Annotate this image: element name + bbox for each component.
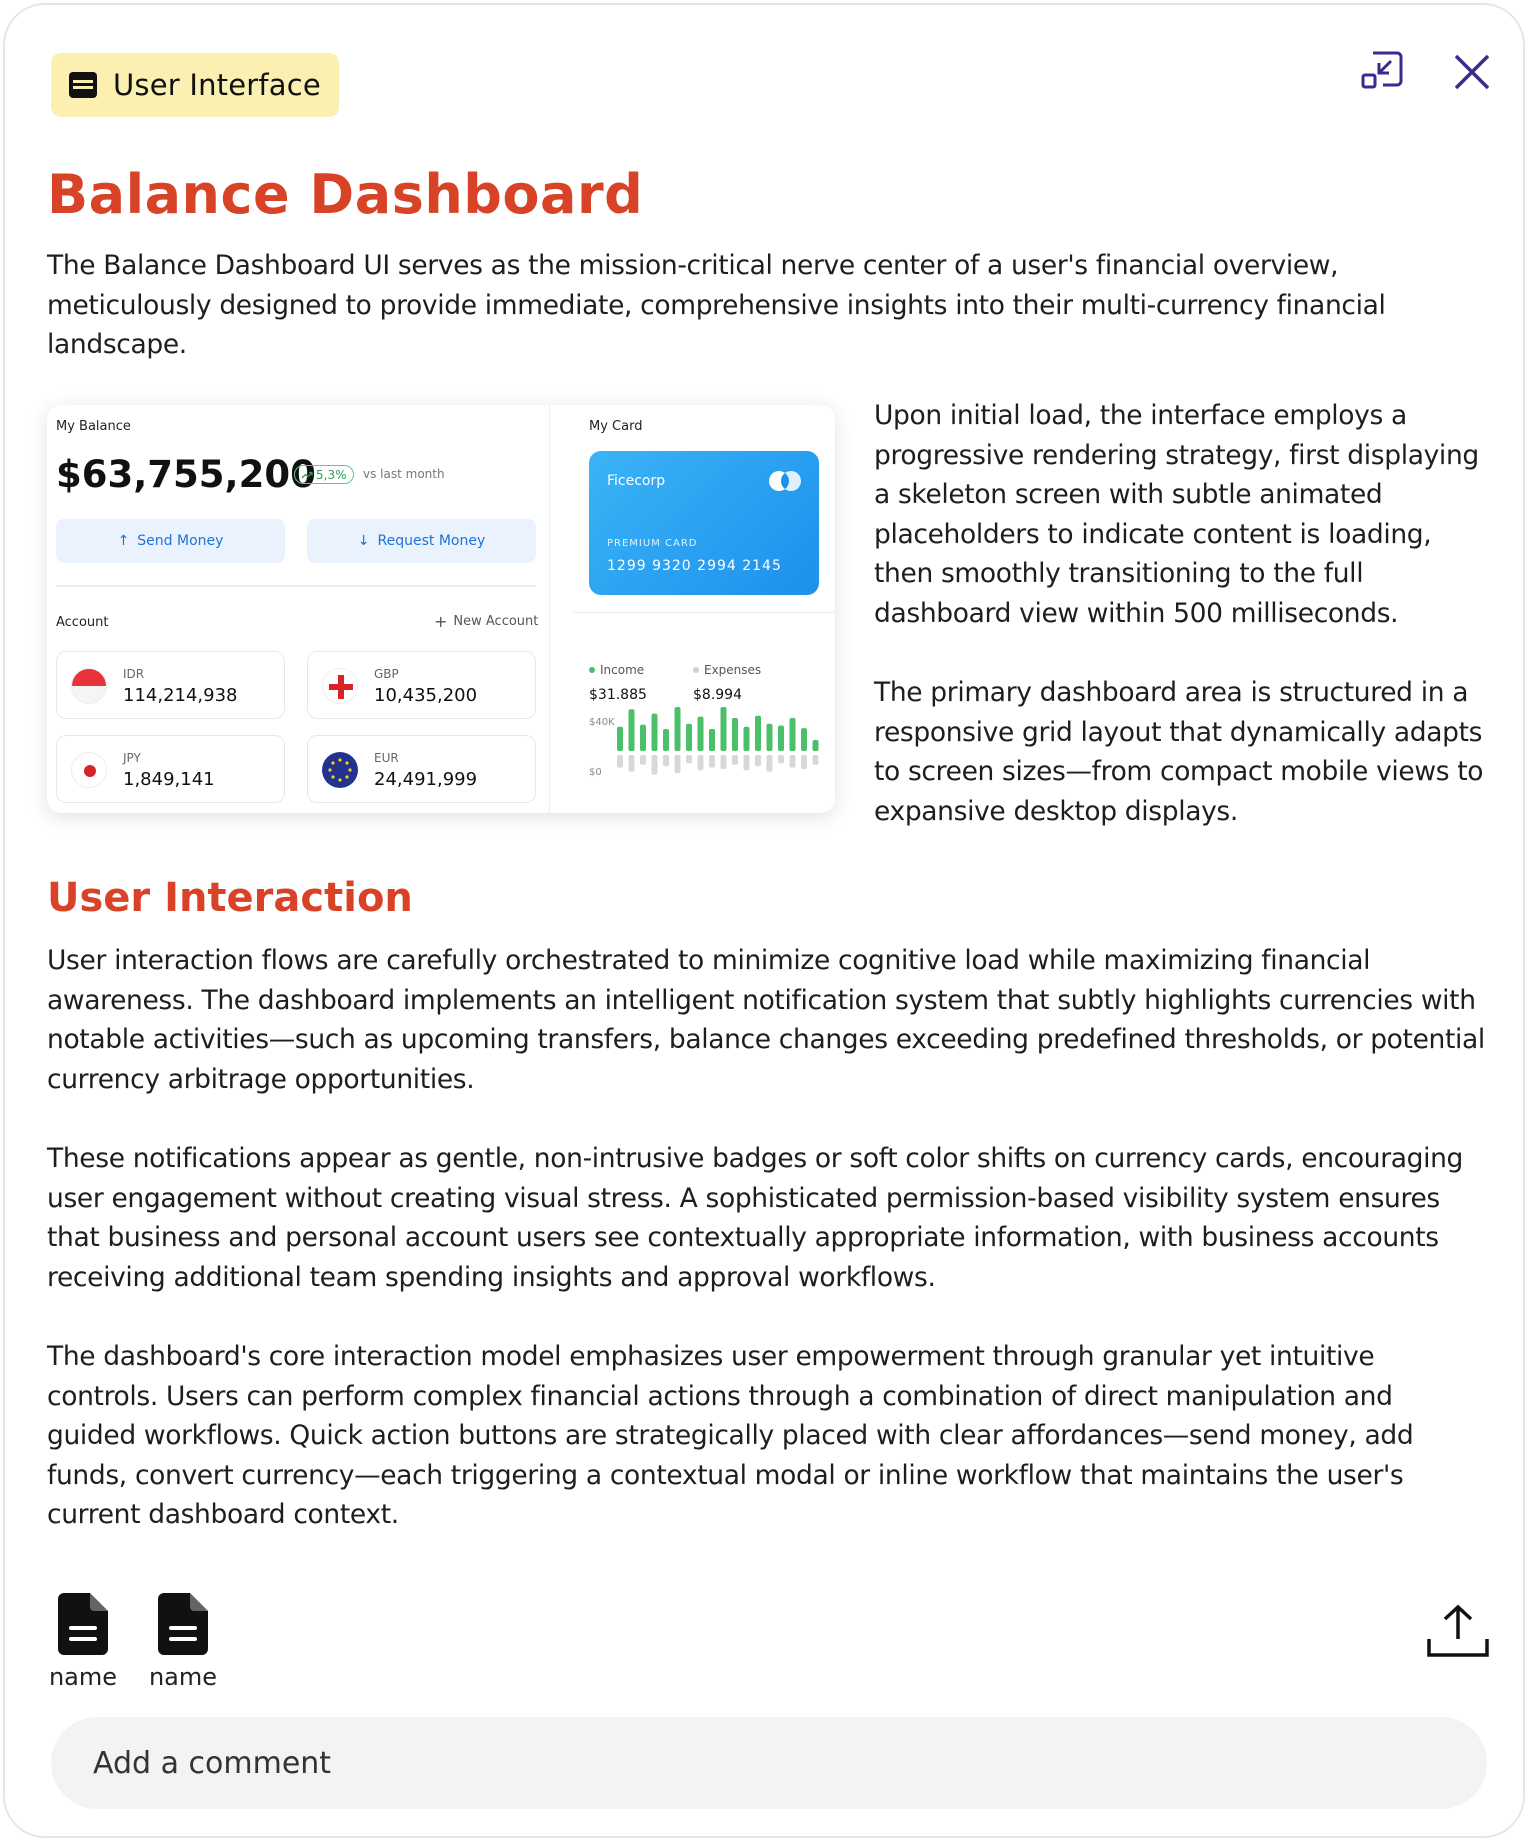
expense-bar [640,755,646,765]
divider [56,585,536,587]
detail-modal [3,3,1525,1838]
arrow-up-icon: ↑ [117,533,130,549]
my-card-label: My Card [589,419,643,434]
attachment-1[interactable]: name [43,1593,123,1691]
income-bar [755,716,761,751]
expense-bar [744,755,750,770]
england-flag-icon [322,668,358,704]
account-card-jpy: JPY 1,849,141 [56,735,285,803]
expense-bar [801,755,807,769]
interaction-paragraph-1: User interaction flows are carefully orchestrated to minimize cognitive load while maximizing financial awareness. The dashboard implements an intelligent notification system that subtly highlights currencies with notable activities—such as upcoming transfers, balance changes exceeding predefined thresholds, or potential currency arbitrage opportunities. [47,945,1485,1095]
balance-amount: $63,755,200 [56,453,316,496]
income-bar [801,728,807,751]
income-bar [640,725,646,751]
income-bar [813,740,819,751]
intro-paragraph: The Balance Dashboard UI serves as the mission-critical nerve center of a user's financial overview, meticulously designed to provide immediate, comprehensive insights into their multi-currency financial landscape. [47,250,1386,360]
account-card-gbp: GBP 10,435,200 [307,651,536,719]
expense-bar [686,755,692,763]
income-bar [698,717,704,751]
axis-top-label: $40K [589,717,615,728]
document-icon [158,1593,208,1655]
expense-bar [813,755,819,765]
expense-bar [778,755,784,763]
credit-card: Ficecorp PREMIUM CARD 1299 9320 2994 2145 [589,451,819,595]
income-bar [686,724,692,751]
document-icon [58,1593,108,1655]
income-bar [652,714,658,751]
expense-bar [675,755,681,773]
expense-bar [698,755,704,770]
account-card-idr: IDR 114,214,938 [56,651,285,719]
card-network-logo-icon [765,467,805,495]
expense-bar [652,755,658,775]
request-money-button: ↓ Request Money [307,519,536,563]
income-bar [744,727,750,751]
income-bar [663,729,669,751]
balance-panel [47,405,550,813]
expense-bar [617,755,623,768]
expenses-value: $8.994 [693,687,742,703]
expense-bar [663,755,669,766]
rendering-paragraph: Upon initial load, the interface employs a progressive rendering strategy, first displaying a skeleton screen with subtle animated placeholders to indicate content is loading, then smoothly transitioning to the full dashboard view within 500 milliseconds. [874,400,1479,629]
indonesia-flag-icon [71,668,107,704]
eu-flag-icon [322,752,358,788]
income-bar [709,729,715,751]
expense-bar [732,755,738,765]
vs-last-month: vs last month [363,467,445,481]
income-bar [778,725,784,751]
send-money-button: ↑ Send Money [56,519,285,563]
interaction-paragraph-2: These notifications appear as gentle, non-intrusive badges or soft color shifts on currency cards, encouraging user engagement without creating visual stress. A sophisticated permission-based visibility system ensures that business and personal account users see contextually appropriate information, with business accounts receiving additional team spending insights and approval workflows. [47,1143,1464,1293]
interaction-paragraph-3: The dashboard's core interaction model emphasizes user empowerment through granular yet intuitive controls. Users can perform complex financial actions through a combination of direct manipulation and guided workflows. Quick action buttons are strategically placed with clear affordances—send money, add funds, convert currency—each triggering a contextual modal or inline workflow that maintains the user's current dashboard context. [47,1341,1414,1530]
japan-flag-icon [71,752,107,788]
expense-bar [721,755,727,769]
my-card-section [573,405,835,613]
bar-chart-svg [573,637,835,813]
expense-bar [767,755,773,772]
income-value: $31.885 [589,687,647,703]
new-account-link: + New Account [434,612,539,631]
income-bar [617,727,623,751]
expense-bar [755,755,761,766]
income-legend: Income [589,663,644,677]
upload-icon[interactable] [1425,1603,1491,1659]
expense-bar [709,755,715,768]
section-title: User Interaction [47,875,413,921]
ui-card-icon [67,69,99,101]
plus-icon: + [434,612,448,631]
tag-label: User Interface [113,68,321,102]
collapse-icon[interactable] [1355,45,1409,99]
income-bar [732,718,738,751]
expense-bar [629,755,635,772]
category-tag [51,53,339,117]
close-icon[interactable] [1445,45,1499,99]
income-expense-chart [573,637,835,813]
card-panel [573,405,835,813]
expenses-legend: Expenses [693,663,761,677]
axis-bottom-label: $0 [589,767,602,778]
income-bar [675,707,681,751]
arrow-down-icon: ↓ [357,533,370,549]
growth-badge: 5,3% [294,465,354,484]
income-bar [629,709,635,751]
comment-input[interactable] [51,1717,1487,1809]
page-title: Balance Dashboard [47,163,644,226]
dashboard-preview-image [47,405,835,813]
my-balance-label: My Balance [56,419,131,434]
income-bar [790,718,796,751]
income-bar [767,724,773,751]
income-bar [721,707,727,751]
layout-paragraph: The primary dashboard area is structured in a responsive grid layout that dynamically adapts to screen sizes—from compact mobile views to expansive desktop displays. [874,677,1484,827]
account-card-eur: EUR 24,491,999 [307,735,536,803]
attachment-2[interactable]: name [143,1593,223,1691]
account-label: Account [56,615,109,630]
expense-bar [790,755,796,768]
